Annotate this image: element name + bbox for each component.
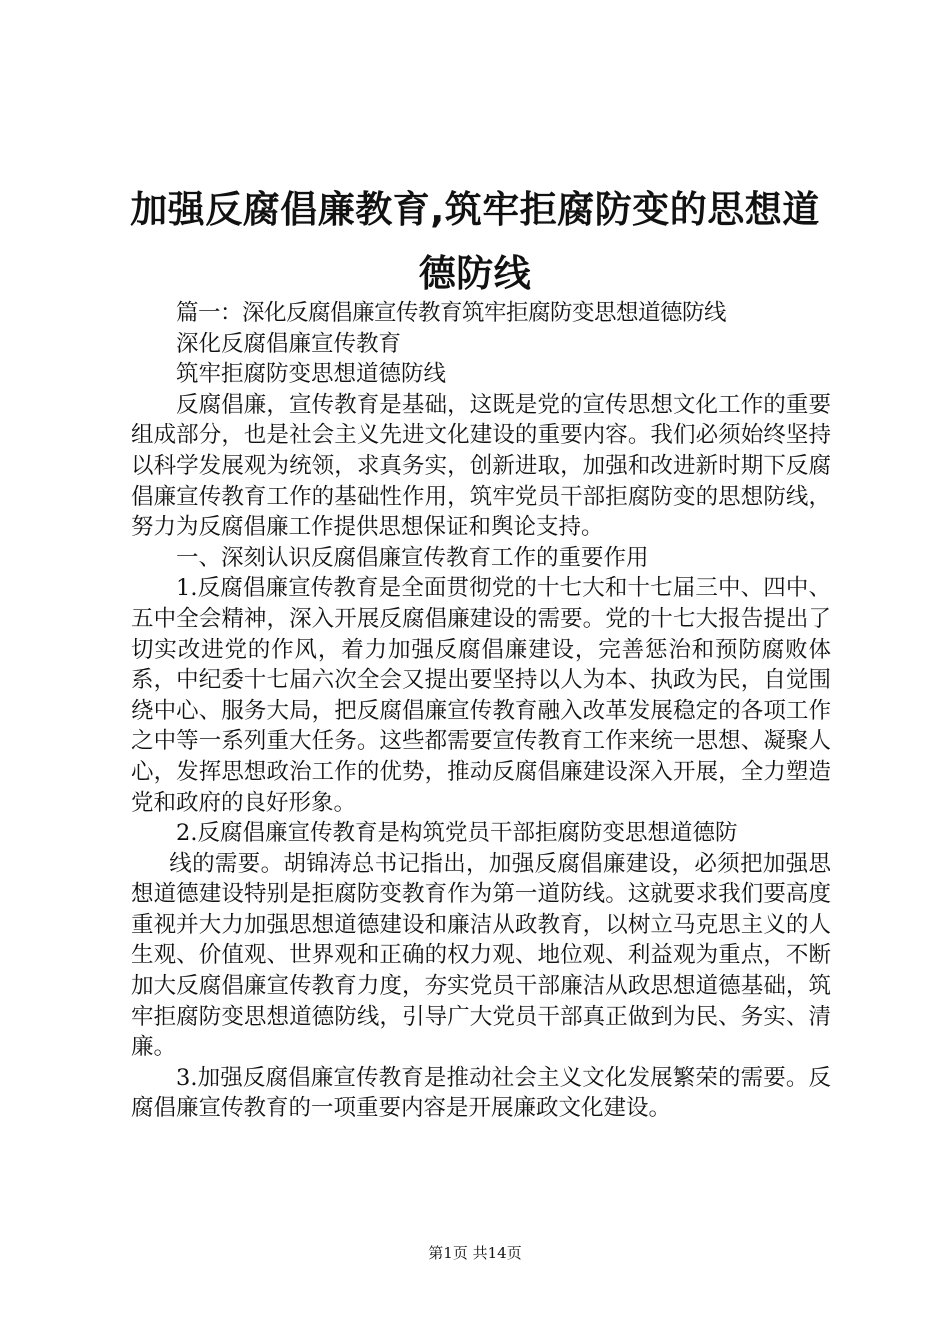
paragraph-heading-1: 一、深刻认识反腐倡廉宣传教育工作的重要作用 <box>176 544 649 571</box>
paragraph-subtitle-1: 深化反腐倡廉宣传教育 <box>176 330 402 357</box>
paragraph-point-3: 3.加强反腐倡廉宣传教育是推动社会主义文化发展繁荣的需要。反腐倡廉宣传教育的一项重要内容是开展廉政文化建设。 <box>131 1064 831 1122</box>
paragraph-section-heading: 篇一：深化反腐倡廉宣传教育筑牢拒腐防变思想道德防线 <box>176 300 727 326</box>
paragraph-subtitle-2: 筑牢拒腐防变思想道德防线 <box>176 361 447 388</box>
document-title: 加强反腐倡廉教育,筑牢拒腐防变的思想道德防线 <box>130 188 820 295</box>
paragraph-point-1: 1.反腐倡廉宣传教育是全面贯彻党的十七大和十七届三中、四中、五中全会精神，深入开展反腐倡廉建设的需要。党的十七大报告提出了切实改进党的作风，着力加强反腐倡廉建设，完善惩治和预防腐败体系，中纪委十七届六次全会又提出要坚持以人为本、执政为民，自觉围绕中心、服务大局，把反腐倡廉宣传教育融入改革发展稳定的各项工作之中等一系列重大任务。这些都需要宣传教育工作来统一思想、凝聚人心，发挥思想政治工作的优势，推动反腐倡廉建设深入开展，全力塑造党和政府的良好形象。 <box>131 575 831 816</box>
document-body <box>131 298 831 1124</box>
paragraph-point-2-continued: 线的需要。胡锦涛总书记指出，加强反腐倡廉建设，必须把加强思想道德建设特别是拒腐防变教育作为第一道防线。这就要求我们要高度重视并大力加强思想道德建设和廉洁从政教育，以树立马克思主义的人生观、价值观、世界观和正确的权力观、地位观、利益观为重点，不断加大反腐倡廉宣传教育力度，夯实党员干部廉洁从政思想道德基础，筑牢拒腐防变思想道德防线，引导广大党员干部真正做到为民、务实、清廉。 <box>131 850 831 1061</box>
page-number-footer: 第1页 共14页 <box>428 1244 522 1262</box>
paragraph-intro: 反腐倡廉，宣传教育是基础，这既是党的宣传思想文化工作的重要组成部分，也是社会主义先进文化建设的重要内容。我们必须始终坚持以科学发展观为统领，求真务实，创新进取，加强和改进新时期下反腐倡廉宣传教育工作的基础性作用，筑牢党员干部拒腐防变的思想防线，努力为反腐倡廉工作提供思想保证和舆论支持。 <box>131 391 831 541</box>
paragraph-point-2-start: 2.反腐倡廉宣传教育是构筑党员干部拒腐防变思想道德防 <box>176 820 738 847</box>
